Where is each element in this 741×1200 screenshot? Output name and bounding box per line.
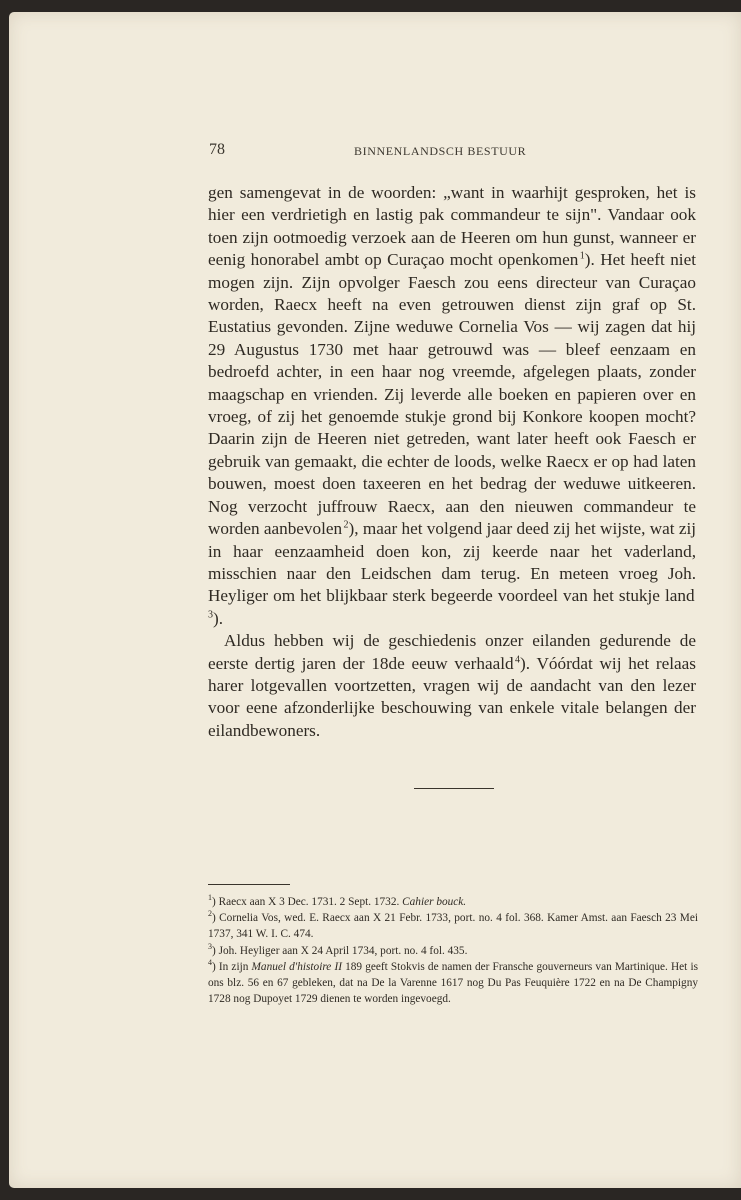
footnote-text: ) In zijn	[212, 960, 252, 973]
footnote-text: ) Cornelia Vos, wed. E. Raecx aan X 21 Febr. 1733, port. no. 4 fol. 368. Kamer Amst. aan Faesch 23 Mei 1737, 341 W. I. C. 474.	[208, 912, 698, 941]
text-run: ), maar het volgend jaar deed zij het wijste, wat zij in haar eenzaamheid doen kon, zij keerde naar het vaderland, misschien naar den Leidschen dam terug. En meteen vroeg Joh. Heyliger om het blijkbaar sterk begeerde voordeel van het stukje land	[208, 519, 696, 606]
footnote-3	[208, 943, 698, 959]
footnote-text: ) Raecx aan X 3 Dec. 1731. 2 Sept. 1732.	[212, 896, 403, 908]
footnote-ref-4[interactable]: 4	[515, 653, 521, 665]
text-run: ).	[213, 608, 224, 628]
footnote-text-italic: Manuel d'histoire II	[251, 960, 342, 973]
footnote-divider	[208, 884, 290, 885]
text-run: ). Vóórdat wij het relaas harer lotgevallen voortzetten, vragen wij de aandacht van den lezer voor eene afzonderlijke beschouwing van enkele vitale belangen der eilandbewoners.	[208, 653, 696, 740]
footnote-mark: 2	[208, 909, 212, 919]
section-divider	[414, 788, 494, 789]
running-head	[209, 141, 699, 161]
text-run: ). Het heeft niet mogen zijn. Zijn opvolger Faesch zou eens directeur van Curaçao worden, Raecx heeft na even getrouwen dienst zijn graf op St. Eustatius gevonden. Zijne weduwe Cornelia Vos — wij zagen dat hij 29 Augustus 1730 met haar getrouwd was — bleef eenzaam en bedroefd achter, in een haar nog vreemde, afgelegen plaats, zonder maagschap en vrienden. Zij leverde alle boeken en papieren over en vroeg, of zij het genoemde stukje grond bij Konkore koopen mocht? Daarin zijn de Heeren niet getreden, want later heeft ook Faesch er gebruik van gemaakt, die echter de loods, welke Raecx er op had laten bouwen, moest doen taxeeren en het bedrag der weduwe uitkeeren. Nog verzocht juffrouw Raecx, aan den nieuwen commandeur te worden aanbevolen	[208, 250, 696, 539]
footnote-mark: 1	[208, 893, 212, 903]
footnote-text: 189 geeft Stokvis de namen der Fransche gouverneurs van Martinique. Het is ons blz. 56 en 67 gebleken, dat na De la Varenne 1617 nog Du Pas Feuquière 1722 en na De Champigny 1728 nog Dupoyet 1729 dienen te worden ingevoegd.	[208, 960, 698, 1006]
text-run: gen samengevat in de woorden: „want in waarhijt gesproken, het is hier een verdrietigh en lastig pak commandeur te sijn". Vandaar ook toen zijn ootmoedig verzoek aan de Heeren om hun gunst, wanneer er eenig honorabel ambt op Curaçao mocht openkomen	[208, 183, 696, 270]
footnote-4	[208, 959, 698, 1008]
footnote-ref-3[interactable]: 3	[208, 608, 213, 620]
footnote-ref-2[interactable]: 2	[343, 519, 349, 531]
footnote-text-italic: Cahier bouck.	[402, 896, 467, 908]
page-number: 78	[209, 141, 225, 158]
footnote-text: ) Joh. Heyliger aan X 24 April 1734, port. no. 4 fol. 435.	[212, 944, 468, 957]
text-run: Aldus hebben wij de geschiedenis onzer eilanden gedurende de eerste dertig jaren der 18de eeuw verhaald	[208, 631, 696, 673]
footnotes	[208, 894, 698, 1007]
footnote-mark: 4	[208, 958, 212, 968]
paragraph-1	[208, 182, 696, 630]
footnote-ref-1[interactable]: 1	[579, 250, 585, 262]
footnote-mark: 3	[208, 941, 212, 951]
body-text	[208, 182, 696, 742]
footnote-1	[208, 894, 698, 910]
book-page	[9, 12, 741, 1188]
running-head-title: BINNENLANDSCH BESTUUR	[354, 144, 527, 158]
paragraph-2	[208, 630, 696, 742]
footnote-2	[208, 910, 698, 942]
